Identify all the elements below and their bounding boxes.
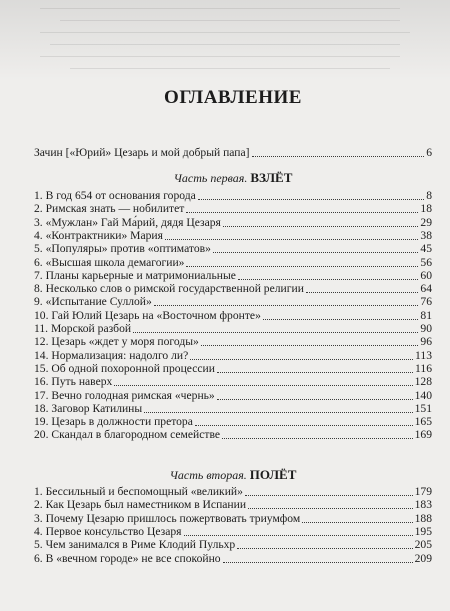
entry-label: 5. Чем занимался в Риме Клодий Пульхр (34, 538, 236, 552)
toc-entry-intro[interactable] (34, 145, 432, 160)
dot-leader (186, 212, 418, 213)
dot-leader (222, 438, 413, 439)
entry-page: 183 (414, 498, 432, 512)
entry-page: 165 (414, 415, 432, 429)
entry-page: 169 (414, 428, 432, 442)
entry-label: 15. Об одной похоронной процессии (34, 361, 215, 375)
dot-leader (248, 508, 413, 509)
entry-page: 18 (420, 202, 432, 216)
dot-leader (201, 345, 419, 346)
entry-label: 3. Почему Цезарю пришлось пожертвовать триумфом (34, 511, 301, 525)
dot-leader (195, 425, 413, 426)
entry-label: 16. Путь наверх (34, 375, 113, 389)
entry-page: 113 (415, 348, 432, 362)
part-heading-2 (34, 467, 432, 483)
entry-page: 96 (420, 335, 432, 349)
entry-label: 12. Цезарь «ждет у моря погоды» (34, 335, 199, 349)
entry-page: 60 (420, 268, 432, 282)
dot-leader (184, 535, 413, 536)
entry-page: 8 (426, 189, 432, 202)
toc-entry[interactable] (34, 551, 432, 566)
entry-label: 17. Вечно голодная римская «чернь» (34, 388, 215, 402)
entry-label: 4. «Контрактники» Мария (34, 228, 163, 242)
entry-page: 188 (414, 511, 432, 525)
entry-label: 6. В «вечном городе» не все спокойно (34, 551, 221, 565)
dot-leader (252, 156, 425, 157)
dot-leader (213, 252, 419, 253)
dot-leader (263, 319, 419, 320)
dot-leader (133, 332, 418, 333)
entry-label: 8. Несколько слов о римской государственной религии (34, 282, 304, 296)
dot-leader (245, 495, 413, 496)
dot-leader (237, 548, 412, 549)
part-name: ВЗЛЁТ (250, 170, 293, 185)
dot-leader (238, 279, 419, 280)
entry-label: 10. Гай Юлий Цезарь на «Восточном фронте» (34, 308, 261, 322)
bleed-through-text (0, 0, 450, 80)
part-label: Часть вторая. (169, 468, 247, 482)
entry-label: Зачин [«Юрий» Цезарь и мой добрый папа] (34, 146, 250, 159)
entry-page: 151 (414, 401, 432, 415)
entry-page: 64 (420, 282, 432, 296)
entry-label: 18. Заговор Катилины (34, 401, 143, 415)
dot-leader (223, 562, 413, 563)
entry-label: 1. В год 654 от основания города (34, 189, 196, 202)
dot-leader (144, 412, 412, 413)
part-label: Часть первая. (173, 171, 248, 185)
entry-label: 9. «Испытание Суллой» (34, 295, 152, 309)
entry-page: 6 (426, 146, 432, 159)
entry-page: 81 (420, 308, 432, 322)
entry-label: 5. «Популяры» против «оптиматов» (34, 242, 211, 256)
entry-page: 128 (414, 375, 432, 389)
entry-page: 116 (415, 361, 432, 375)
dot-leader (186, 266, 418, 267)
dot-leader (154, 305, 419, 306)
entry-page: 56 (420, 255, 432, 269)
dot-leader (190, 359, 413, 360)
entry-label: 6. «Высшая школа демагогии» (34, 255, 185, 269)
entry-label: 4. Первое консульство Цезаря (34, 524, 182, 538)
entry-label: 3. «Мужлан» Гай Ма́рий, дядя Цезаря (34, 215, 221, 229)
entry-page: 76 (420, 295, 432, 309)
entry-page: 209 (414, 551, 432, 565)
dot-leader (217, 372, 413, 373)
entry-label: 19. Цезарь в должности претора (34, 415, 193, 429)
entry-page: 140 (414, 388, 432, 402)
entry-label: 14. Нормализация: надолго ли? (34, 348, 189, 362)
entry-page: 45 (420, 242, 432, 256)
entry-label: 2. Римская знать — нобилитет (34, 202, 185, 216)
dot-leader (302, 522, 412, 523)
dot-leader (223, 226, 419, 227)
entry-page: 38 (420, 228, 432, 242)
entry-label: 20. Скандал в благородном семействе (34, 428, 220, 442)
entry-page: 205 (414, 538, 432, 552)
entry-label: 11. Морской разбой (34, 322, 132, 335)
part-name: ПОЛЁТ (249, 467, 297, 482)
dot-leader (198, 199, 424, 200)
page-title: ОГЛАВЛЕНИЕ (164, 87, 302, 108)
entry-label: 1. Бессильный и беспомощный «великий» (34, 485, 243, 498)
entry-label: 2. Как Цезарь был наместником в Испании (34, 498, 247, 512)
toc-entry[interactable] (34, 427, 432, 442)
dot-leader (114, 385, 412, 386)
entry-page: 195 (414, 524, 432, 538)
dot-leader (306, 292, 419, 293)
entry-page: 29 (420, 215, 432, 229)
entry-page: 179 (414, 485, 432, 498)
dot-leader (217, 399, 413, 400)
dot-leader (165, 239, 418, 240)
part-heading-1 (34, 170, 432, 186)
entry-page: 90 (420, 322, 432, 335)
entry-label: 7. Планы карьерные и матримониальные (34, 268, 236, 282)
